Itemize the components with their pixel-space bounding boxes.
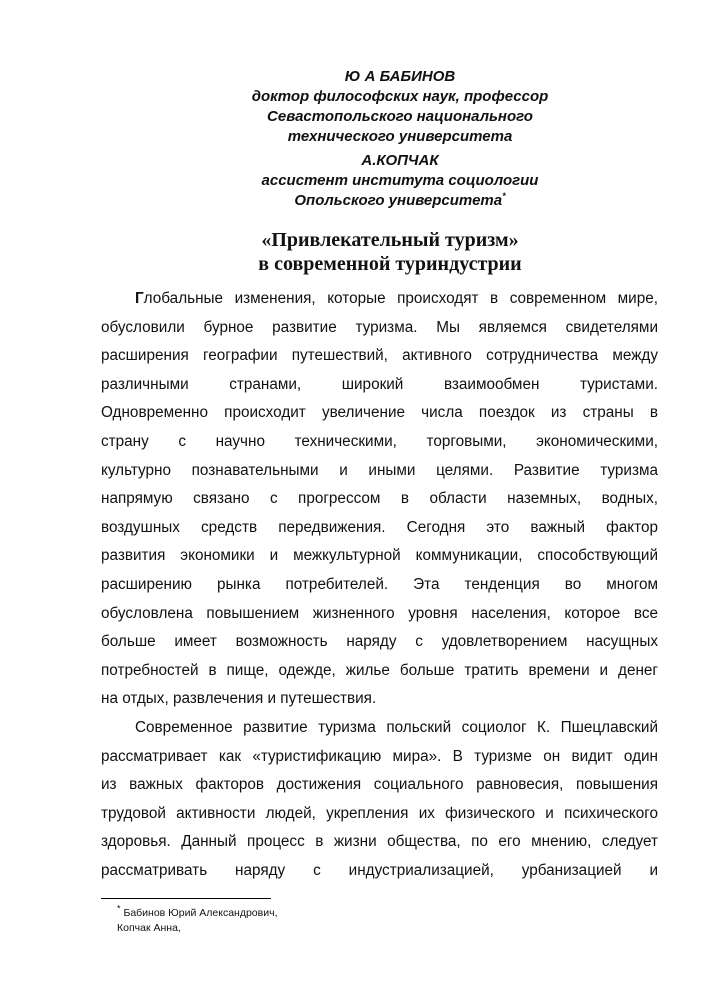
author1-affiliation-3: технического университета [287, 128, 513, 145]
text-line: Современное развитие туризма польский социолог К. Пшецлавский [135, 718, 658, 736]
text-line: культурно познавательными и иными целями. Развитие туризма [101, 461, 658, 479]
title-line-2: в современной туриндустрии [258, 253, 522, 275]
text-line: расширению рынка потребителей. Эта тенденция во многом [101, 575, 658, 593]
footnote-line-2: Копчак Анна, [117, 922, 181, 934]
author1-affiliation-2: Севастопольского национального [267, 108, 533, 125]
author2-affiliation-1: ассистент института социологии [261, 172, 539, 189]
dropcap: Г [135, 290, 144, 307]
article-body [101, 285, 658, 885]
footnote-separator [101, 898, 271, 899]
paragraph-1 [101, 285, 658, 714]
text-line: на отдых, развлечения и путешествия. [101, 690, 377, 708]
text-line: Глобальные изменения, которые происходят в современном мире, [135, 290, 658, 307]
text-line: потребностей в пище, одежде, жилье больше тратить времени и денег [101, 661, 658, 679]
title-line-1: «Привлекательный туризм» [261, 229, 519, 251]
author-block-2 [200, 151, 600, 211]
author-block-1 [200, 67, 600, 147]
text-line: Одновременно происходит увеличение числа поездок из страны в [101, 404, 658, 422]
author1-affiliation-1: доктор философских наук, профессор [251, 88, 549, 105]
text-line: развития экономики и межкультурной коммуникации, способствующий [101, 547, 658, 565]
footnote-mark: * [502, 191, 506, 201]
text-line: различными странами, широкий взаимообмен туристами. [101, 375, 658, 393]
text-line: воздушных средств передвижения. Сегодня это важный фактор [101, 518, 658, 536]
footnote-line-1: * Бабинов Юрий Александрович, [117, 903, 278, 919]
text-line: расширения географии путешествий, активного сотрудничества между [101, 347, 658, 365]
author1-name: Ю А БАБИНОВ [344, 68, 456, 85]
author2-affiliation-2: Опольского университета* [294, 191, 506, 209]
text-line: здоровья. Данный процесс в жизни общества, по его мнению, следует [101, 833, 658, 851]
footnote-marker: * [117, 903, 121, 914]
text-line: трудовой активности людей, укрепления их физического и психического [101, 804, 658, 822]
text-line: из важных факторов достижения социального равновесия, повышения [101, 776, 658, 794]
text-line: напрямую связано с прогрессом в области наземных, водных, [101, 490, 658, 508]
text-line: больше имеет возможность наряду с удовлетворением насущных [101, 633, 658, 651]
footnote [117, 903, 278, 936]
article-title [200, 228, 580, 276]
author2-name: А.КОПЧАК [361, 152, 439, 169]
text-line: рассматривать наряду с индустриализацией, урбанизацией и [101, 861, 658, 879]
text-line: обусловили бурное развитие туризма. Мы являемся свидетелями [101, 318, 658, 336]
text-line: обусловлена повышением жизненного уровня населения, которое все [101, 604, 658, 622]
text-line: страну с научно техническими, торговыми, экономическими, [101, 432, 658, 450]
paragraph-2 [101, 714, 658, 886]
text-line: рассматривает как «туристификацию мира». В туризме он видит один [101, 747, 658, 765]
